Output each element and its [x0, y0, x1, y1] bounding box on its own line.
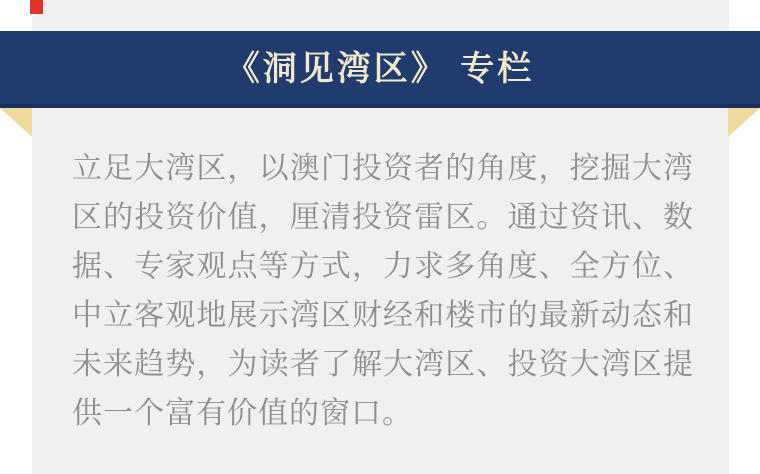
red-corner-tab [30, 0, 43, 14]
intro-line: 未来趋势，为读者了解大湾区、投资大湾区提 [72, 348, 694, 381]
ribbon-fold-right [728, 108, 760, 137]
column-title-banner [0, 31, 760, 108]
intro-line: 区的投资价值，厘清投资雷区。通过资讯、数 [72, 201, 694, 234]
column-title: 《洞见湾区》 专栏 [225, 49, 535, 88]
column-intro-paragraph [72, 144, 694, 438]
ribbon-fold-left [0, 108, 32, 137]
intro-line: 中立客观地展示湾区财经和楼市的最新动态和 [72, 299, 694, 332]
intro-line: 据、专家观点等方式，力求多角度、全方位、 [72, 250, 694, 283]
intro-line: 供一个富有价值的窗口。 [72, 397, 413, 430]
intro-line: 立足大湾区，以澳门投资者的角度，挖掘大湾 [72, 152, 694, 185]
